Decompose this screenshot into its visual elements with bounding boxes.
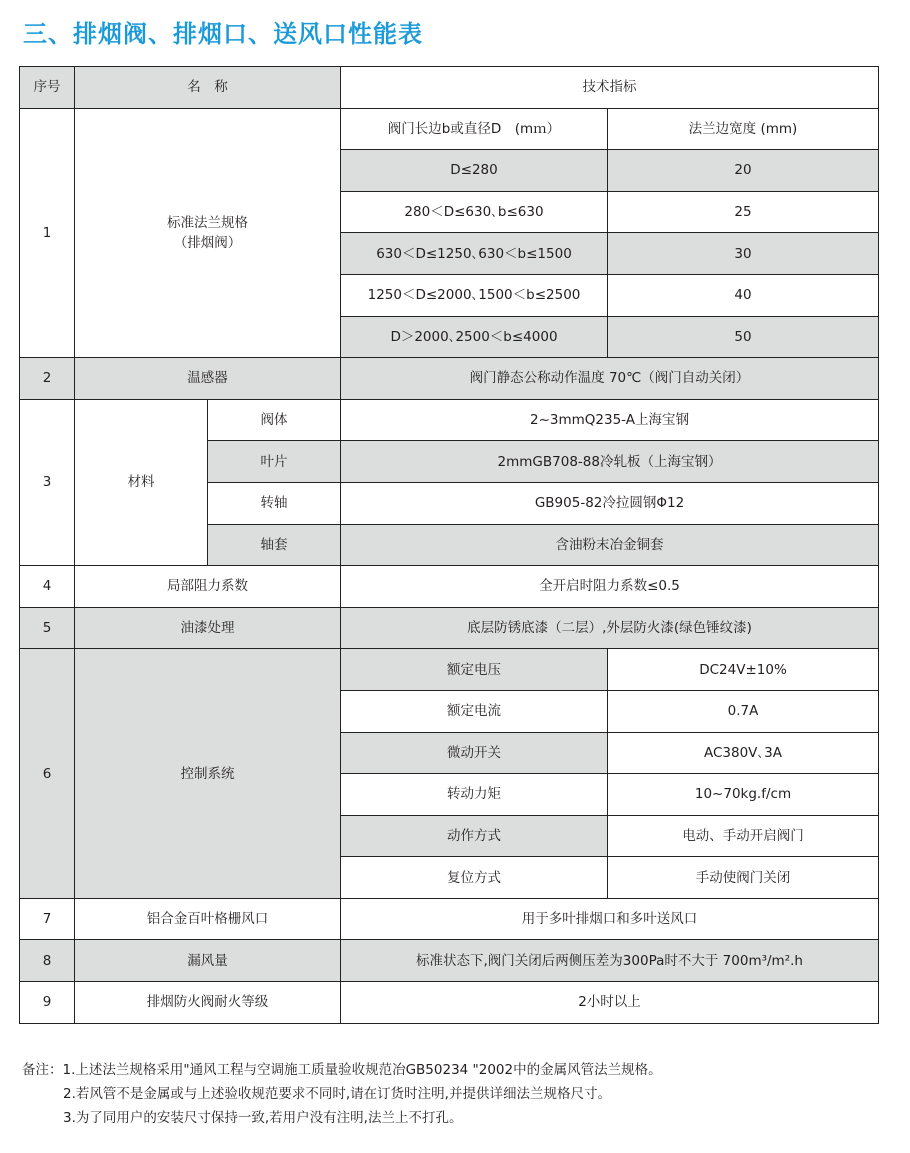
header-no: 序号 xyxy=(20,67,75,109)
row-name: 油漆处理 xyxy=(75,607,341,649)
table-row xyxy=(20,940,879,982)
material-part: 叶片 xyxy=(208,441,341,483)
control-param: 转动力矩 xyxy=(341,774,608,816)
row-number: 4 xyxy=(20,566,75,608)
control-value: AC380V､3A xyxy=(608,732,879,774)
control-value: 10~70kg.f/cm xyxy=(608,774,879,816)
header-name: 名 称 xyxy=(75,67,341,109)
row-number: 1 xyxy=(20,108,75,358)
row-number: 3 xyxy=(20,399,75,565)
row-name-line: 标准法兰规格 xyxy=(167,214,248,231)
size-cell: 630＜D≤1250､630＜b≤1500 xyxy=(341,233,608,275)
control-param: 复位方式 xyxy=(341,857,608,899)
row-name: 材料 xyxy=(75,399,208,565)
row-name-line: （排烟阀） xyxy=(173,234,242,251)
size-cell: 280＜D≤630､b≤630 xyxy=(341,191,608,233)
header-row xyxy=(20,67,879,109)
header-spec: 技术指标 xyxy=(341,67,879,109)
flange-cell: 30 xyxy=(608,233,879,275)
row-number: 6 xyxy=(20,649,75,899)
table-row xyxy=(20,982,879,1024)
row-value: 2小时以上 xyxy=(341,982,879,1024)
control-param: 动作方式 xyxy=(341,815,608,857)
row-value: 用于多叶排烟口和多叶送风口 xyxy=(341,898,879,940)
notes xyxy=(22,1058,662,1130)
note-1: 1.上述法兰规格采用"通风工程与空调施工质量验收规范冶GB50234 "2002中的金属风管法兰规格。 xyxy=(62,1062,662,1078)
control-value: 电动、手动开启阀门 xyxy=(608,815,879,857)
material-value: 2mmGB708-88冷轧板（上海宝钢） xyxy=(341,441,879,483)
performance-table xyxy=(19,66,879,1024)
flange-cell: 40 xyxy=(608,274,879,316)
row-value: 底层防锈底漆（二层）,外层防火漆(绿色锤纹漆) xyxy=(341,607,879,649)
row-number: 8 xyxy=(20,940,75,982)
page-title: 三、排烟阀、排烟口、送风口性能表 xyxy=(23,20,423,48)
row-value: 阀门静态公称动作温度 70℃（阀门自动关闭） xyxy=(341,358,879,400)
row-name: 漏风量 xyxy=(75,940,341,982)
row-number: 2 xyxy=(20,358,75,400)
material-value: GB905-82冷拉圆钢Φ12 xyxy=(341,482,879,524)
row-name: 局部阻力系数 xyxy=(75,566,341,608)
row-name: 铝合金百叶格栅风口 xyxy=(75,898,341,940)
subheader-size: 阀门长边b或直径D (mｍ） xyxy=(341,108,608,150)
row-number: 9 xyxy=(20,982,75,1024)
row-name: 排烟防火阀耐火等级 xyxy=(75,982,341,1024)
table-row xyxy=(20,607,879,649)
flange-cell: 25 xyxy=(608,191,879,233)
row-number: 7 xyxy=(20,898,75,940)
control-value: DC24V±10% xyxy=(608,649,879,691)
table-row xyxy=(20,108,879,150)
table-row xyxy=(20,358,879,400)
note-3: 3.为了同用户的安装尺寸保持一致,若用户没有注明,法兰上不打孔。 xyxy=(63,1110,463,1126)
material-value: 含油粉末冶金铜套 xyxy=(341,524,879,566)
control-param: 额定电压 xyxy=(341,649,608,691)
material-part: 阀体 xyxy=(208,399,341,441)
notes-label: 备注： xyxy=(22,1062,63,1078)
flange-cell: 50 xyxy=(608,316,879,358)
table-row xyxy=(20,898,879,940)
control-value: 手动使阀门关闭 xyxy=(608,857,879,899)
row-name: 温感器 xyxy=(75,358,341,400)
row-value: 标准状态下,阀门关闭后两侧压差为300Pa时不大于 700m³/m².h xyxy=(341,940,879,982)
material-part: 轴套 xyxy=(208,524,341,566)
control-value: 0.7A xyxy=(608,690,879,732)
size-cell: D＞2000､2500＜b≤4000 xyxy=(341,316,608,358)
material-part: 转轴 xyxy=(208,482,341,524)
material-value: 2~3mmQ235-A上海宝钢 xyxy=(341,399,879,441)
row-name xyxy=(75,108,341,358)
table-row xyxy=(20,399,879,441)
row-value: 全开启时阻力系数≤0.5 xyxy=(341,566,879,608)
row-number: 5 xyxy=(20,607,75,649)
note-2: 2.若风管不是金属或与上述验收规范要求不同时,请在订货时注明,并提供详细法兰规格尺寸。 xyxy=(63,1086,611,1102)
row-name: 控制系统 xyxy=(75,649,341,899)
size-cell: 1250＜D≤2000､1500＜b≤2500 xyxy=(341,274,608,316)
table-row xyxy=(20,566,879,608)
flange-cell: 20 xyxy=(608,150,879,192)
control-param: 微动开关 xyxy=(341,732,608,774)
subheader-flange: 法兰边宽度 (mm) xyxy=(608,108,879,150)
note-line xyxy=(22,1058,662,1082)
table-row xyxy=(20,649,879,691)
control-param: 额定电流 xyxy=(341,690,608,732)
size-cell: D≤280 xyxy=(341,150,608,192)
